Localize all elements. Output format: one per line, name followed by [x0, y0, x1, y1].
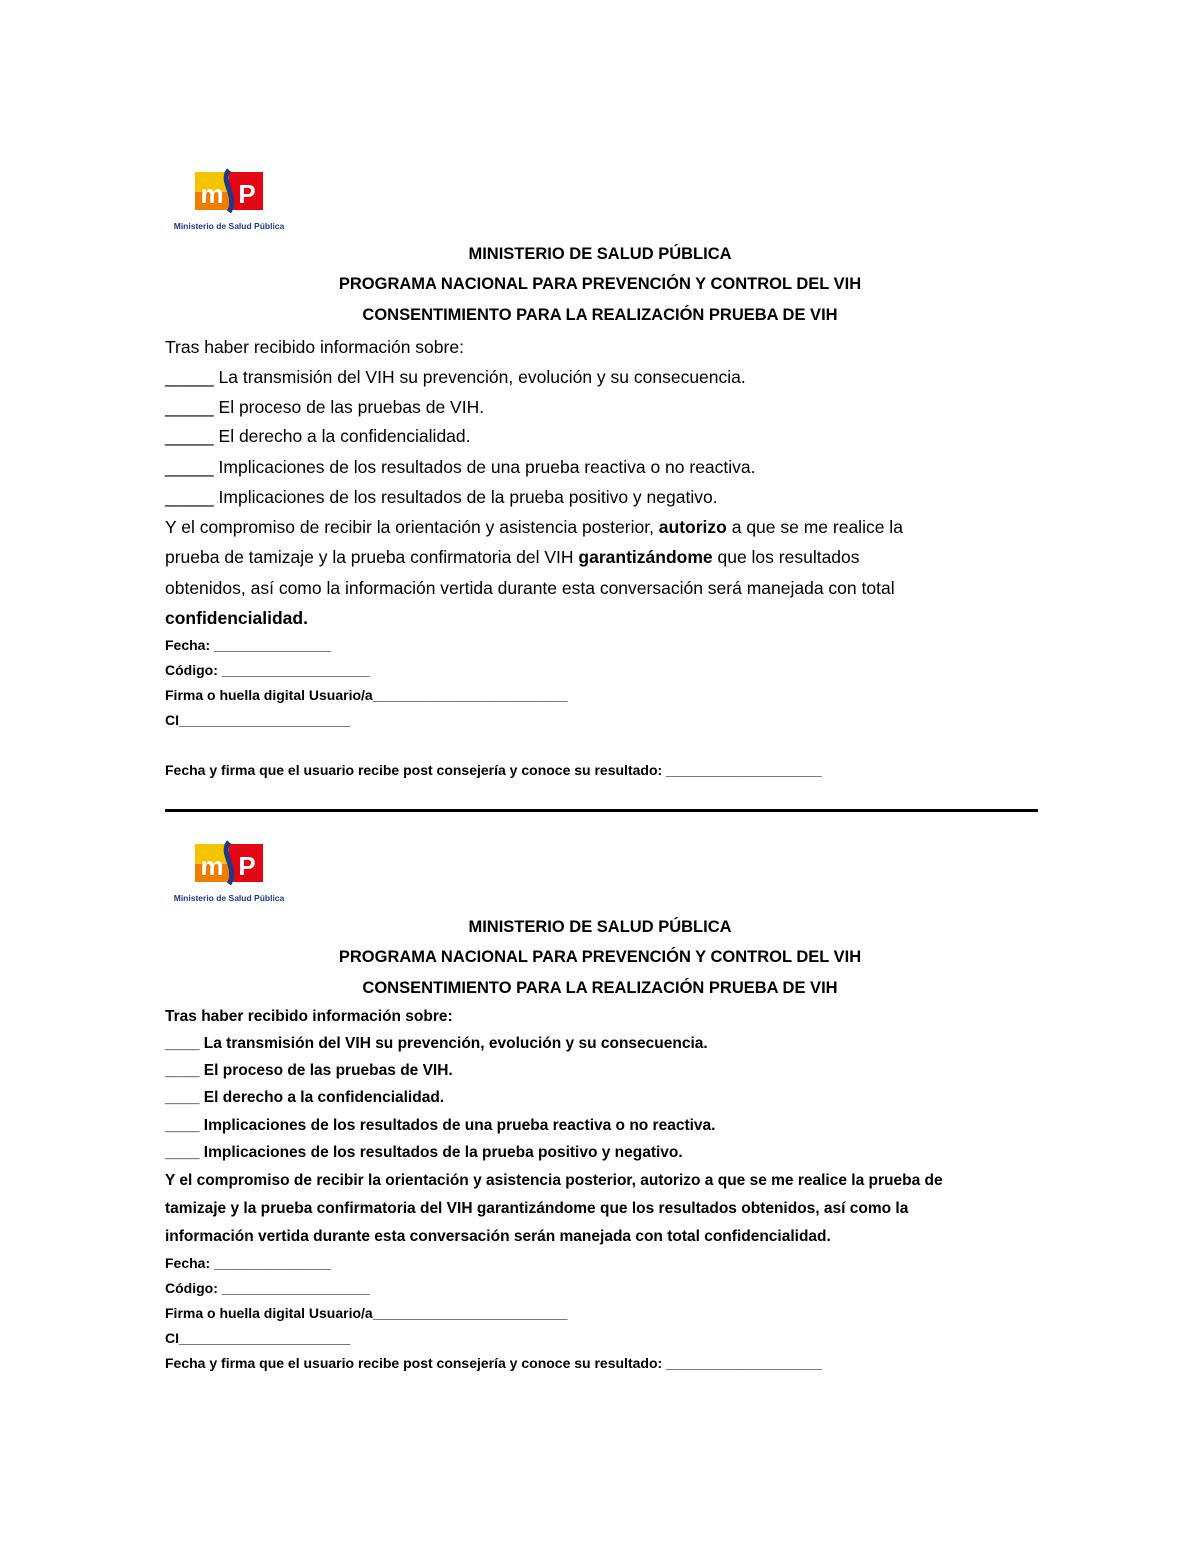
msp-logo	[165, 812, 293, 932]
consent-title: CONSENTIMIENTO PARA LA REALIZACIÓN PRUEBA DE VIH	[362, 306, 838, 324]
ci-field[interactable]: CI______________________	[165, 712, 351, 728]
info-item-transmission: ____ La transmisión del VIH su prevención, evolución y su consecuencia.	[165, 1035, 708, 1052]
info-item-confidentiality: ____ El derecho a la confidencialidad.	[165, 1089, 445, 1106]
date-field[interactable]: Fecha: _______________	[165, 1255, 331, 1271]
info-item-reactive: ____ Implicaciones de los resultados de una prueba reactiva o no reactiva.	[165, 1117, 716, 1134]
consent-paragraph-line: Y el compromiso de recibir la orientación y asistencia posterior, autorizo a que se me realice la	[165, 517, 903, 537]
signature-field[interactable]: Firma o huella digital Usuario/a_________________________	[165, 687, 568, 703]
code-field[interactable]: Código: ___________________	[165, 1280, 370, 1296]
consent-paragraph-line: obtenidos, así como la información vertida durante esta conversación será manejada con total	[165, 578, 895, 598]
info-item-process: _____ El proceso de las pruebas de VIH.	[165, 397, 485, 417]
post-counseling-field[interactable]: Fecha y firma que el usuario recibe post consejería y conoce su resultado: ____________________	[165, 762, 822, 778]
consent-title: CONSENTIMIENTO PARA LA REALIZACIÓN PRUEBA DE VIH	[362, 979, 838, 997]
intro-text: Tras haber recibido información sobre:	[165, 1008, 453, 1025]
info-item-process: ____ El proceso de las pruebas de VIH.	[165, 1062, 453, 1079]
consent-paragraph-line: Y el compromiso de recibir la orientación y asistencia posterior, autorizo a que se me realice la prueba de	[165, 1172, 943, 1189]
svg-text:Ministerio de Salud Pública: Ministerio de Salud Pública	[173, 893, 285, 903]
consent-paragraph-line: tamizaje y la prueba confirmatoria del VIH garantizándome que los resultados obtenidos, así como la	[165, 1200, 909, 1217]
msp-logo	[165, 140, 293, 260]
info-item-positive: ____ Implicaciones de los resultados de la prueba positivo y negativo.	[165, 1144, 683, 1161]
svg-text:Ministerio de Salud Pública: Ministerio de Salud Pública	[173, 221, 285, 231]
info-item-positive: _____ Implicaciones de los resultados de la prueba positivo y negativo.	[165, 487, 718, 507]
program-title: PROGRAMA NACIONAL PARA PREVENCIÓN Y CONTROL DEL VIH	[338, 275, 862, 293]
svg-text:m: m	[200, 851, 224, 881]
consent-paragraph-line: prueba de tamizaje y la prueba confirmatoria del VIH garantizándome que los resultados	[165, 547, 860, 567]
code-field[interactable]: Código: ___________________	[165, 662, 370, 678]
cut-separator	[165, 809, 1038, 812]
consent-paragraph-line: información vertida durante esta conversación serán manejada con total confidencialidad.	[165, 1228, 831, 1245]
svg-text:P: P	[238, 179, 256, 209]
post-counseling-field[interactable]: Fecha y firma que el usuario recibe post consejería y conoce su resultado: ____________________	[165, 1355, 822, 1371]
ci-field[interactable]: CI______________________	[165, 1330, 351, 1346]
intro-text: Tras haber recibido información sobre:	[165, 337, 464, 357]
info-item-transmission: _____ La transmisión del VIH su prevención, evolución y su consecuencia.	[165, 367, 746, 387]
program-title: PROGRAMA NACIONAL PARA PREVENCIÓN Y CONTROL DEL VIH	[338, 948, 862, 966]
ministry-title: MINISTERIO DE SALUD PÚBLICA	[468, 245, 732, 263]
info-item-reactive: _____ Implicaciones de los resultados de una prueba reactiva o no reactiva.	[165, 457, 756, 477]
signature-field[interactable]: Firma o huella digital Usuario/a_________________________	[165, 1305, 568, 1321]
svg-text:P: P	[238, 851, 256, 881]
consent-paragraph-line: confidencialidad.	[165, 608, 308, 628]
svg-text:m: m	[200, 179, 224, 209]
ministry-title: MINISTERIO DE SALUD PÚBLICA	[468, 918, 732, 936]
info-item-confidentiality: _____ El derecho a la confidencialidad.	[165, 426, 471, 446]
date-field[interactable]: Fecha: _______________	[165, 637, 331, 653]
